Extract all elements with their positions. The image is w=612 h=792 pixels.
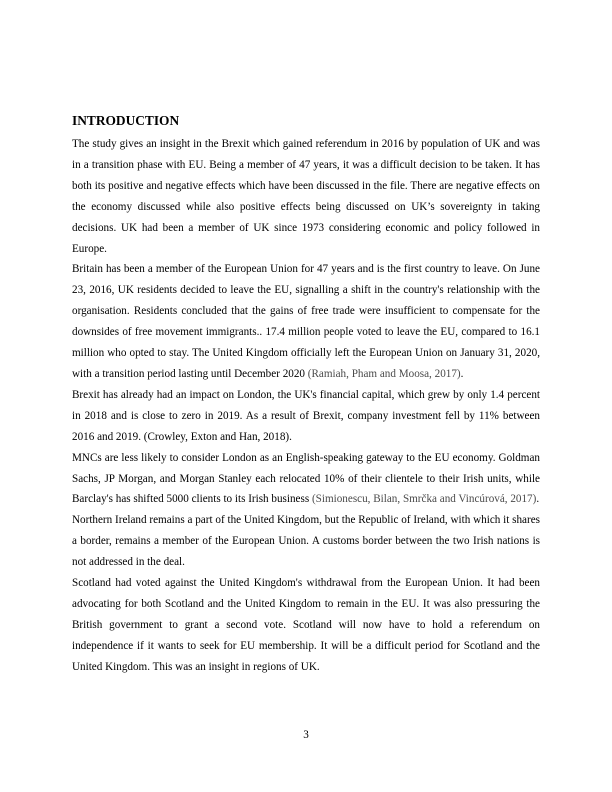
citation-punctuation: . bbox=[460, 367, 464, 380]
paragraph-london-impact bbox=[72, 385, 540, 448]
paragraph-intro bbox=[72, 134, 540, 259]
paragraph-text: Britain has been a member of the European Union for 47 years and is the first country to leave. On June 23, 2016, UK residents decided to leave the EU, signalling a shift in the country's relationship with the organisation. Residents concluded that the gains of free trade were insufficient to compensate for the downsides of free movement immigrants.. 17.4 million people voted to leave the EU, compared to 16.1 million who opted to stay. The United Kingdom officially left the European Union on January 31, 2020, with a transition period lasting until December 2020 bbox=[72, 263, 540, 380]
paragraph-text: Brexit has already had an impact on London, the UK's financial capital, which grew by only 1.4 percent in 2018 and is close to zero in 2019. As a result of Brexit, company investment fell by 11% between 2016 and 2019. (Crowley, Exton and Han, 2018). bbox=[72, 388, 540, 443]
paragraph-northern-ireland bbox=[72, 510, 540, 573]
paragraph-britain-membership bbox=[72, 259, 540, 384]
page-content bbox=[72, 112, 540, 678]
page-number: 3 bbox=[303, 729, 309, 741]
citation-punctuation: . bbox=[536, 493, 540, 506]
paragraph-mncs bbox=[72, 448, 540, 511]
paragraph-text: Scotland had voted against the United Kingdom's withdrawal from the European Union. It had been advocating for both Scotland and the United Kingdom to remain in the EU. It was also pressuring the British government to grant a second vote. Scotland will now have to hold a referendum on independence if it wants to seek for EU membership. It will be a difficult period for Scotland and the United Kingdom. This was an insight in regions of UK. bbox=[72, 577, 540, 673]
paragraph-scotland bbox=[72, 573, 540, 678]
citation: (Simionescu, Bilan, Smrčka and Vincúrová, 2017) bbox=[311, 493, 537, 506]
paragraph-text: Northern Ireland remains a part of the United Kingdom, but the Republic of Ireland, with which it shares a border, remains a member of the European Union. A customs border between the two Irish nations is not addressed in the deal. bbox=[72, 514, 540, 569]
paragraph-text: The study gives an insight in the Brexit which gained referendum in 2016 by population of UK and was in a transition phase with EU. Being a member of 47 years, it was a difficult decision to be taken. It has both its positive and negative effects which have been discussed in the file. There are negative effects on the economy discussed while also positive effects being discussed on UK’s sovereignty in taking decisions. UK had been a member of UK since 1973 considering economic and policy followed in Europe. bbox=[72, 138, 540, 255]
citation: (Ramiah, Pham and Moosa, 2017) bbox=[307, 367, 461, 380]
paragraph-text: MNCs are less likely to consider London as an English-speaking gateway to the EU economy. Goldman Sachs, JP Morgan, and Morgan Stanley each relocated 10% of their clientele to their Irish units, while Barclay's has shifted 5000 clients to its Irish business bbox=[72, 451, 540, 506]
section-heading: INTRODUCTION bbox=[72, 113, 180, 128]
